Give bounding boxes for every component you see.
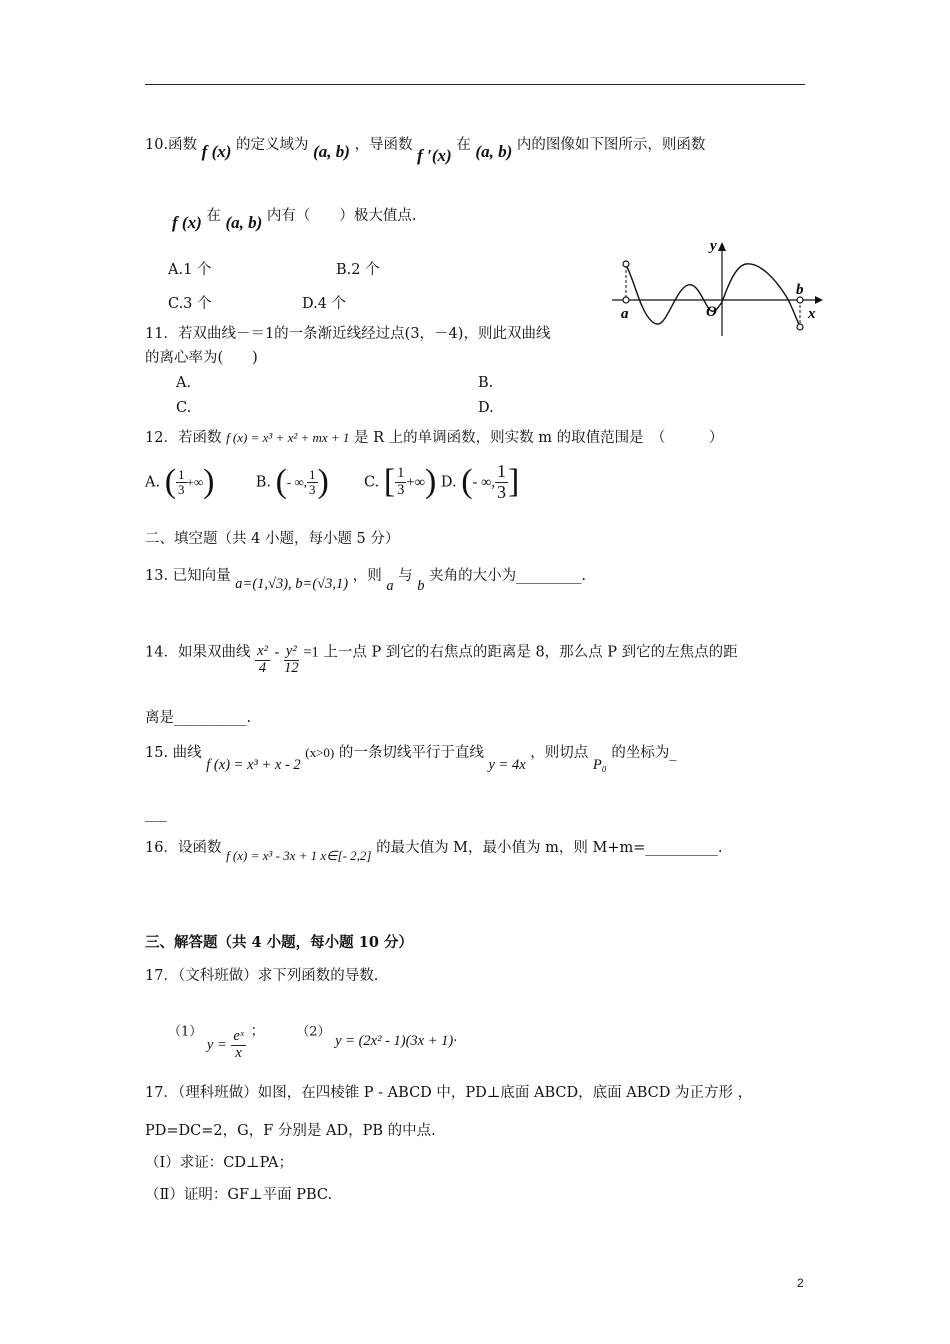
q16: 16．设函数 f (x) = x³ - 3x + 1 x∈[- 2,2] 的最大值为 M，最小值为 m，则 M+m=__________. (145, 840, 723, 863)
page-number: 2 (797, 1276, 804, 1290)
q10-option-c: C.3 个 (168, 296, 212, 312)
q15-function: f (x) = x³ + x - 2 (206, 757, 301, 773)
q17-arts-function-2: y = (2x² - 1)(3x + 1)· (335, 1033, 457, 1050)
q10-option-a: A.1 个 (168, 262, 212, 278)
q10-option-d: D.4 个 (302, 296, 347, 312)
q10-line1: 10.函数 f (x) 的定义域为 (a, b) ，导函数 f ′(x) 在 (a, b) 内的图像如下图所示，则函数 (145, 137, 706, 165)
q11-line2: 的离心率为( ) (145, 350, 258, 366)
q10-fpx: f ′(x) (417, 146, 452, 165)
q12-options: A. ( $\frac{1}{3}$ +∞) B. (- ∞, $\frac{1}{3}$ ) C. [ $\frac{1}{3}$ +∞) D. (- ∞, $\frac{1}{3}$ ] (145, 461, 520, 502)
a-open-point (623, 261, 629, 267)
q10-option-b: B.2 个 (336, 262, 380, 278)
origin-label: O (706, 304, 717, 320)
q17-science-line1: 17．（理科班做）如图，在四棱锥 P - ABCD 中，PD⊥底面 ABCD，底面 ABCD 为正方形 ， (145, 1085, 753, 1101)
q12-stem: 12．若函数 f (x) = x³ + x² + mx + 1 是 R 上的单调函数，则实数 m 的取值范围是 （ ） (145, 430, 724, 446)
header-rule (145, 84, 805, 85)
a-label: a (621, 306, 629, 322)
section-3-heading: 三、解答题（共 4 小题，每小题 10 分） (145, 934, 413, 951)
derivative-graph (610, 236, 825, 346)
q11-option-d: D. (478, 400, 494, 416)
q14-line2: 离是__________. (145, 710, 252, 726)
y-label: y (710, 238, 717, 254)
q13: 13. 已知向量 a=(1,√3), b=(√3,1) ，则 a 与 b 夹角的大小为_________. (145, 568, 586, 594)
x-label: x (808, 306, 816, 322)
q13-vectors: a=(1,√3), b=(√3,1) (235, 576, 349, 592)
q11-option-c: C. (176, 400, 192, 416)
b-open-point (797, 324, 803, 330)
q14-line1: 14．如果双曲线 $\frac{\text{x²}}{4}$ - $\frac{\text{y²}}{12}$ =1 上一点 P 到它的右焦点的距离是 8，那么点 P 到它的左焦点的距 (145, 643, 738, 676)
q16-function: f (x) = x³ - 3x + 1 x∈[- 2,2] (226, 848, 372, 863)
q17-arts-title: 17．（文科班做）求下列函数的导数. (145, 968, 379, 984)
q15-blank-continued: ___ (145, 806, 167, 822)
b-label: b (796, 282, 804, 298)
q10-fx: f (x) (201, 142, 232, 161)
q12-function: f (x) = x³ + x² + mx + 1 (226, 430, 350, 445)
x-axis-arrow-icon (815, 296, 823, 304)
q15: 15. 曲线 f (x) = x³ + x - 2 (x>0) 的一条切线平行于直线 y = 4x ，则切点 P₀ 的坐标为_ (145, 745, 677, 773)
a-axis-point (623, 297, 629, 303)
q17-science-line2: PD=DC=2，G，F 分别是 AD，PB 的中点. (145, 1123, 436, 1139)
q17-science-part2: （Ⅱ）证明：GF⊥平面 PBC. (145, 1187, 333, 1203)
q11-option-a: A. (176, 375, 192, 391)
q10-interval: (a, b) (313, 142, 350, 161)
y-axis-arrow-icon (718, 242, 726, 251)
q17-science-part1: （Ⅰ）求证：CD⊥PA； (145, 1155, 293, 1171)
section-2-heading: 二、填空题（共 4 小题，每小题 5 分） (145, 531, 400, 547)
q11-option-b: B. (478, 375, 494, 391)
q10-line2: f (x) 在 (a, b) 内有（ ）极大值点. (172, 208, 417, 232)
q11-line1: 11．若双曲线－＝1的一条渐近线经过点(3，－4)，则此双曲线 (145, 326, 551, 342)
q17-arts-parts: （1） y = $\frac{\text{eˣ}}{x}$ ； （2） y = (2x² - 1)(3x + 1)· (168, 1023, 457, 1061)
